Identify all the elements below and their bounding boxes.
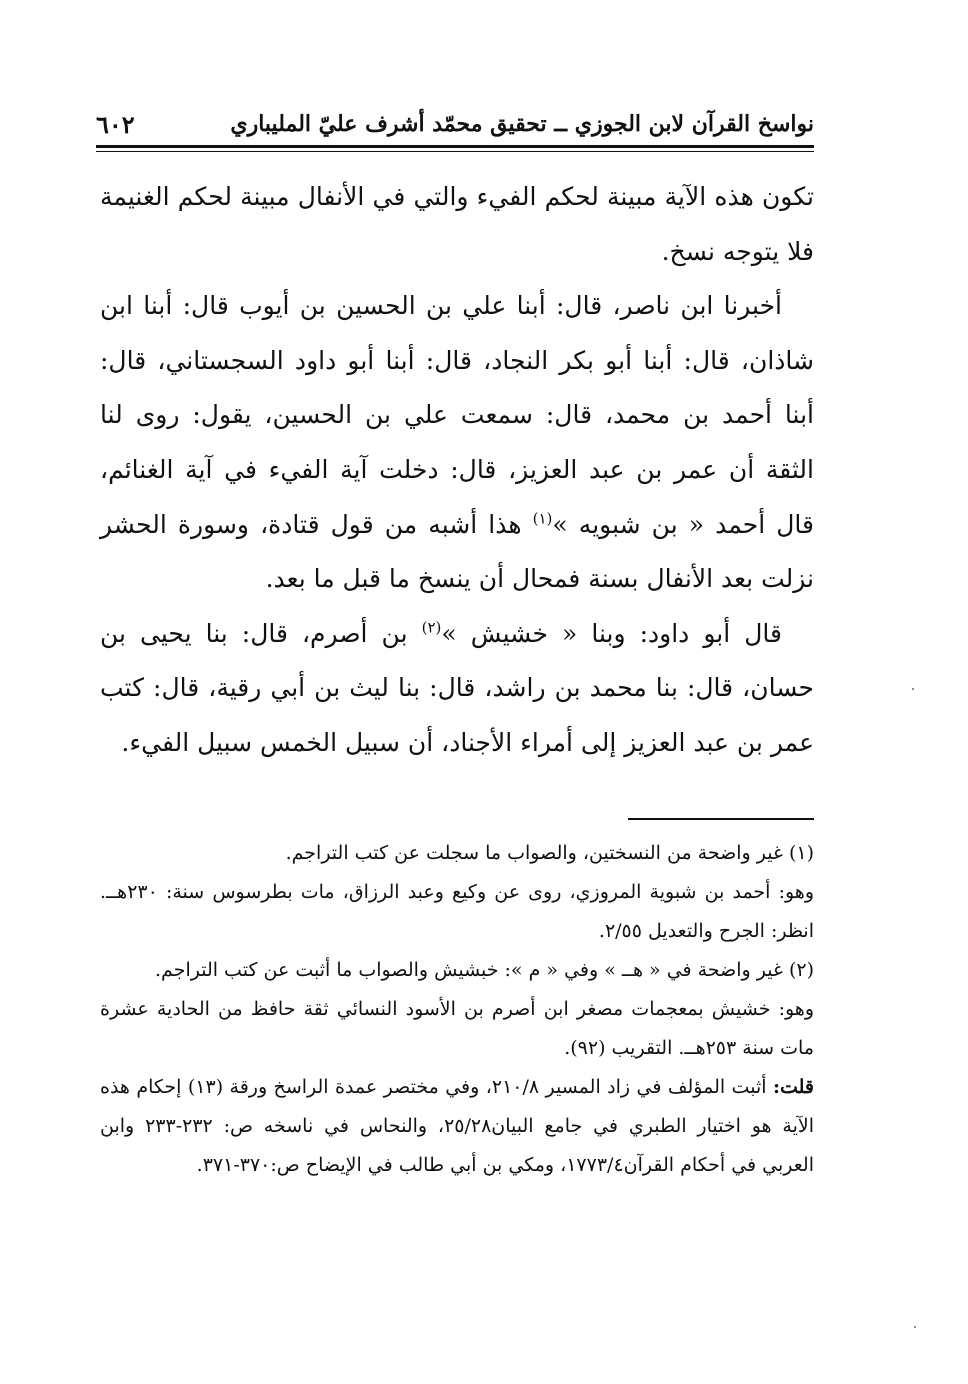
footnote-line: (١) غير واضحة من النسختين، والصواب ما سجلت عن كتب التراجم. — [285, 842, 814, 864]
running-title: نواسخ القرآن لابن الجوزي ــ تحقيق محمّد أشرف عليّ المليباري — [230, 111, 814, 137]
footnote-ref[interactable]: (٢) — [421, 618, 442, 637]
footnotes — [100, 834, 814, 1185]
header-rule-thin — [96, 151, 814, 152]
header-rule-thick — [96, 145, 814, 148]
footnote-line: وهو: أحمد بن شبوية المروزي، روى عن وكيع وعبد الرزاق، مات بطرسوس سنة: ٢٣٠هــ. انظر: الجرح والتعديل ٢/٥٥. — [100, 881, 814, 942]
paragraph: تكون هذه الآية مبينة لحكم الفيء والتي في الأنفال مبينة لحكم الغنيمة فلا يتوجه نسخ. — [100, 182, 814, 266]
paragraph — [100, 607, 814, 771]
editor-note-label: قلت: — [772, 1076, 814, 1098]
paragraph-text: بن أصرم، قال: بنا يحيى بن حسان، قال: بنا محمد بن راشد، قال: بنا ليث بن أبي رقية، قال: كتب عمر بن عبد العزيز إلى أمراء الأجناد، أن سبيل الخمس سبيل الفيء. — [100, 618, 814, 757]
editor-note — [100, 1068, 814, 1185]
paragraph-text: أخبرنا ابن ناصر، قال: أبنا علي بن الحسين بن أيوب قال: أبنا ابن شاذان، قال: أبنا أبو بكر النجاد، قال: أبنا أبو داود السجستاني، قال: أبنا أحمد بن محمد، قال: سمعت علي بن الحسين، يقول: روى لنا الثقة أن عمر بن عبد العزيز، قال: دخلت آية الفيء في آية الغنائم، قال أحمد « بن شبويه » — [100, 291, 814, 539]
paragraph — [100, 279, 814, 607]
footnote-line: وهو: خشيش بمعجمات مصغر ابن أصرم بن الأسود النسائي ثقة حافظ من الحادية عشرة مات سنة ٢٥٣هــ. التقريب (٩٢). — [100, 998, 814, 1059]
scan-speck — [912, 688, 914, 690]
footnote-ref[interactable]: (١) — [532, 509, 553, 528]
footnote-line: (٢) غير واضحة في « هــ » وفي « م »: خبشيش والصواب ما أثبت عن كتب التراجم. — [155, 959, 814, 981]
footnote-separator — [628, 818, 814, 820]
scan-speck — [914, 1326, 916, 1328]
page-number: ٦٠٢ — [96, 109, 135, 139]
editor-note-text: أثبت المؤلف في زاد المسير ٢١٠/٨، وفي مختصر عمدة الراسخ ورقة (١٣) إحكام هذه الآية هو اختيار الطبري في جامع البيان٢٥/٢٨، والنحاس في ناسخه ص: ٢٣٢-٢٣٣ وابن العربي في أحكام القرآن١٧٧٣/٤، ومكي بن أبي طالب في الإيضاح ص:٣٧٠-٣٧١. — [100, 1076, 815, 1176]
paragraph-text: هذا أشبه من قول قتادة، وسورة الحشر نزلت بعد الأنفال بسنة فمحال أن ينسخ ما قبل ما بعد. — [100, 509, 814, 594]
paragraph-text: قال أبو داود: وبنا « خشيش » — [441, 618, 782, 648]
page-header — [96, 104, 814, 144]
main-text — [100, 170, 814, 771]
